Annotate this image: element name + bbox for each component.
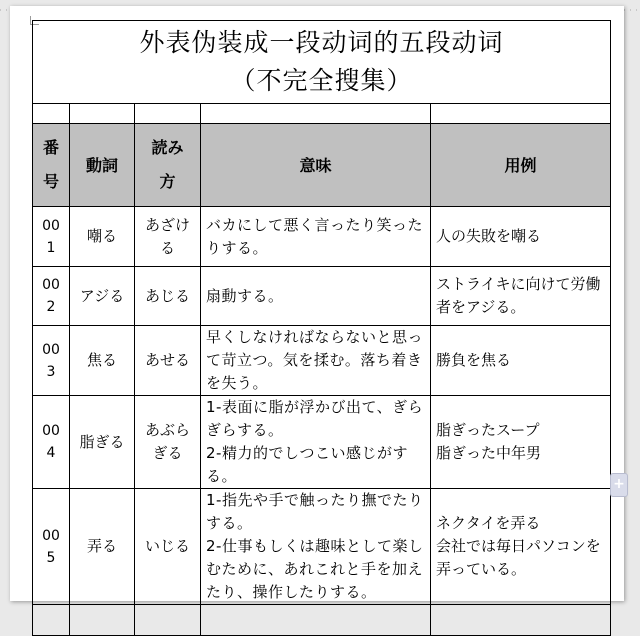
verb-cell: 脂ぎる	[70, 396, 135, 489]
row-number-part: 1	[46, 239, 56, 256]
example-line: 脂ぎったスープ	[436, 421, 540, 439]
example-line: ネクタイを弄る	[436, 514, 541, 532]
example-line: 脂ぎった中年男	[436, 444, 542, 462]
table-row	[33, 267, 611, 326]
row-number	[33, 267, 70, 326]
example-cell: 人の失敗を嘲る	[431, 207, 611, 267]
spacer-cell	[135, 104, 201, 124]
header-row	[33, 124, 611, 207]
row-number-part: 00	[42, 217, 60, 234]
table-row-partial	[33, 605, 611, 636]
spacer-row	[33, 104, 611, 124]
reading-part: あざけ	[144, 215, 190, 234]
table-row	[33, 326, 611, 396]
row-number-part: 3	[46, 363, 56, 380]
meaning-cell: 扇動する。	[201, 267, 431, 326]
example-line: 会社では毎日パソコンを弄っている。	[436, 537, 601, 578]
reading-cell	[135, 396, 201, 489]
spacer-cell	[33, 104, 70, 124]
header-reading	[135, 124, 201, 207]
verb-cell: 嘲る	[70, 207, 135, 267]
meaning-line: 2-精力的でしつこい感じがする。	[206, 444, 408, 485]
partial-cell	[70, 605, 135, 636]
row-number	[33, 396, 70, 489]
row-number-part: 00	[42, 527, 60, 544]
title-main: 外表伪装成一段动词的五段动词	[139, 28, 504, 57]
row-number	[33, 207, 70, 267]
partial-cell	[33, 605, 70, 636]
reading-part: る	[159, 238, 175, 257]
partial-cell	[431, 605, 611, 636]
header-verb: 動詞	[70, 124, 135, 207]
row-number-part: 00	[42, 277, 60, 293]
spacer-cell	[201, 104, 431, 124]
row-number	[33, 489, 70, 605]
row-number	[33, 326, 70, 396]
verb-cell: アジる	[70, 267, 135, 326]
header-number-1: 番	[42, 138, 59, 157]
meaning-cell	[201, 396, 431, 489]
row-number-part: 00	[42, 341, 60, 358]
reading-cell: あせる	[135, 326, 201, 396]
partial-cell	[201, 605, 431, 636]
table-title	[33, 21, 611, 104]
partial-cell	[135, 605, 201, 636]
reading-cell: あじる	[135, 267, 201, 326]
meaning-line: 1-指先や手で触ったり撫でたりする。	[206, 491, 424, 532]
title-sub: （不完全搜集）	[230, 66, 413, 95]
verb-table	[32, 20, 611, 636]
row-number-part: 00	[42, 423, 60, 439]
header-meaning: 意味	[201, 124, 431, 207]
verb-cell: 焦る	[70, 326, 135, 396]
example-cell	[431, 489, 611, 605]
meaning-line: 2-仕事もしくは趣味として楽しむために、あれこれと手を加えたり、操作したりする。	[206, 537, 424, 601]
reading-part: あぶら	[144, 421, 190, 439]
row-number-part: 5	[46, 549, 56, 566]
header-reading-1: 読み	[151, 138, 184, 157]
header-number	[33, 124, 70, 207]
spacer-cell	[70, 104, 135, 124]
example-cell: ストライキに向けて労働者をアジる。	[431, 267, 611, 326]
meaning-cell: 早くしなければならないと思って苛立つ。気を揉む。落ち着きを失う。	[201, 326, 431, 396]
meaning-cell	[201, 489, 431, 605]
reading-cell	[135, 207, 201, 267]
table-row	[33, 396, 611, 489]
header-reading-2: 方	[159, 172, 176, 191]
expand-tab-button[interactable]: +	[610, 473, 628, 497]
meaning-cell: バカにして悪く言ったり笑ったりする。	[201, 207, 431, 267]
reading-part: ぎる	[152, 444, 183, 462]
header-number-2: 号	[42, 172, 59, 191]
table-row	[33, 207, 611, 267]
example-cell	[431, 396, 611, 489]
example-cell: 勝負を焦る	[431, 326, 611, 396]
reading-cell: いじる	[135, 489, 201, 605]
header-example: 用例	[431, 124, 611, 207]
row-number-part: 4	[46, 445, 56, 461]
row-number-part: 2	[46, 299, 56, 315]
meaning-line: 1-表面に脂が浮かび出て、ぎらぎらする。	[206, 398, 424, 439]
spacer-cell	[431, 104, 611, 124]
table-row	[33, 489, 611, 605]
verb-cell: 弄る	[70, 489, 135, 605]
